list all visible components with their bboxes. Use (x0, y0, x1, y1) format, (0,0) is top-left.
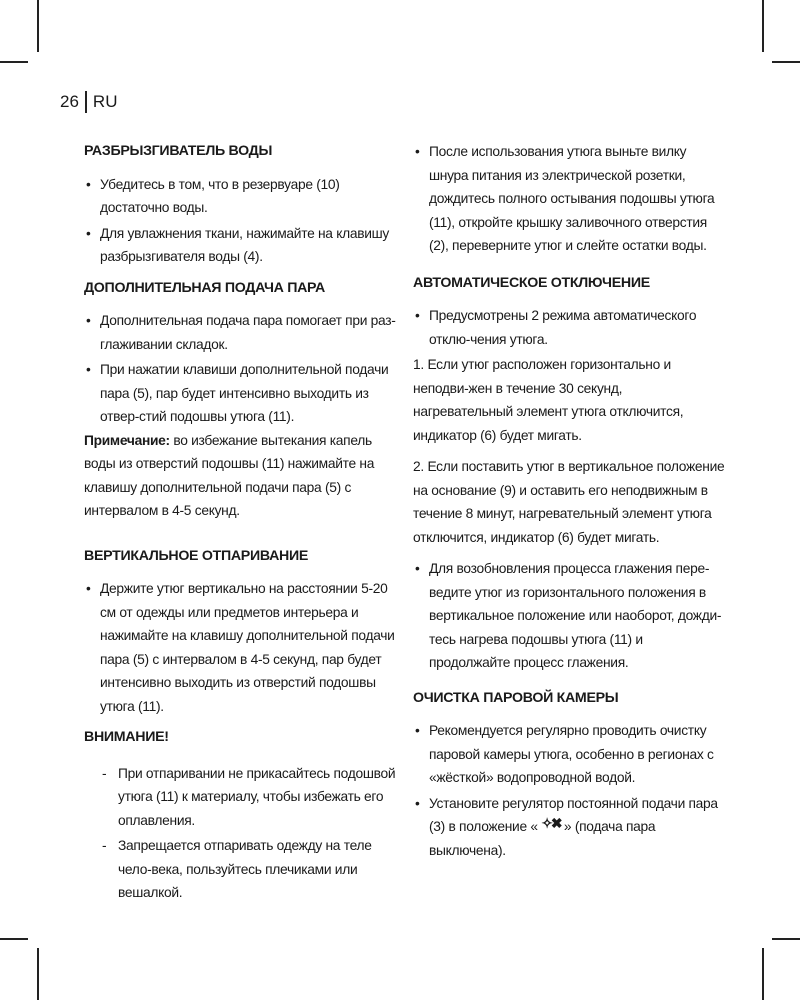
bullet-list (413, 557, 725, 675)
page-header (60, 91, 117, 113)
note-paragraph (84, 429, 402, 523)
crop-mark (762, 0, 764, 52)
list-item (413, 792, 725, 863)
list-item: • После использования утюга выньте вилку шнура питания из электрической розетки, дождитесь полного остывания подошвы утюга (11), откройте крышку заливочного отверстия (2), переверните утюг и слейте остатки воды. (413, 140, 725, 258)
language-code: RU (92, 92, 118, 111)
list-item-text: Установите регулятор постоянной подачи пара (3) в положение « (429, 795, 718, 834)
left-column (84, 140, 402, 907)
section-heading: ВЕРТИКАЛЬНОЕ ОТПАРИВАНИЕ (84, 547, 309, 564)
list-item: • Для увлажнения ткани, нажимайте на клавишу разбрызгивателя воды (4). (84, 222, 402, 269)
bullet-list (84, 309, 402, 429)
note-label: Примечание: (84, 432, 170, 448)
section-heading: ДОПОЛНИТЕЛЬНАЯ ПОДАЧА ПАРА (84, 279, 325, 296)
header-divider (85, 91, 87, 113)
steam-off-icon: ✧✖ (541, 816, 561, 831)
list-item: • Дополнительная подача пара помогает при раз-глаживании складок. (84, 309, 402, 356)
right-column (413, 140, 725, 870)
section-heading: АВТОМАТИЧЕСКОЕ ОТКЛЮЧЕНИЕ (413, 274, 650, 291)
crop-mark (0, 61, 28, 63)
list-item: • Для возобновления процесса глажения пере-ведите утюг из горизонтального положения в вертикальное положение или наоборот, дожди-тесь нагрева подошвы утюга (11) и продолжайте процесс глажения. (413, 557, 725, 675)
bullet-list (413, 719, 725, 862)
paragraph: 2. Если поставить утюг в вертикальное положение на основание (9) и оставить его неподвижным в течение 8 минут, нагревательный элемент утюга отключится, индикатор (6) будет мигать. (413, 459, 725, 545)
list-item: • Убедитесь в том, что в резервуаре (10) достаточно воды. (84, 173, 402, 220)
note-text: во избежание вытекания капель воды из отверстий подошвы (11) нажимайте на клавишу дополнительной подачи пара (5) с интервалом в 4-5 секунд. (84, 432, 375, 518)
dash-list (84, 762, 402, 905)
bullet-list (84, 577, 402, 718)
paragraph: 1. Если утюг расположен горизонтально и неподви-жен в течение 30 секунд, нагревательный элемент утюга отключится, индикатор (6) будет мигать. (413, 357, 684, 443)
crop-mark (762, 948, 764, 1000)
crop-mark (0, 938, 28, 940)
list-item: - Запрещается отпаривать одежду на теле чело-века, пользуйтесь плечиками или вешалкой. (100, 834, 402, 905)
crop-mark (37, 0, 39, 52)
list-item: • Предусмотрены 2 режима автоматического отклю-чения утюга. (413, 304, 725, 351)
list-item: - При отпаривании не прикасайтесь подошвой утюга (11) к материалу, чтобы избежать его оплавления. (100, 762, 402, 833)
section-heading: ОЧИСТКА ПАРОВОЙ КАМЕРЫ (413, 689, 619, 706)
bullet-list (84, 173, 402, 269)
bullet-list (413, 140, 725, 258)
list-item: • Рекомендуется регулярно проводить очистку паровой камеры утюга, особенно в регионах с «жёсткой» водопроводной водой. (413, 719, 725, 790)
warning-heading: ВНИМАНИЕ! (84, 729, 169, 745)
list-item-text: » (подача пара выключена). (429, 819, 656, 858)
crop-mark (772, 61, 800, 63)
list-item: • Держите утюг вертикально на расстоянии 5-20 см от одежды или предметов интерьера и нажимайте на клавишу дополнительной подачи пара (5) с интервалом в 4-5 секунд, пар будет интенсивно выходить из отверстий подошвы утюга (11). (84, 577, 402, 718)
list-item: • При нажатии клавиши дополнительной подачи пара (5), пар будет интенсивно выходить из отвер-стий подошвы утюга (11). (84, 358, 402, 429)
crop-mark (37, 948, 39, 1000)
crop-mark (772, 938, 800, 940)
bullet-list (413, 304, 725, 351)
page-number: 26 (60, 92, 79, 111)
section-heading: РАЗБРЫЗГИВАТЕЛЬ ВОДЫ (84, 143, 273, 159)
